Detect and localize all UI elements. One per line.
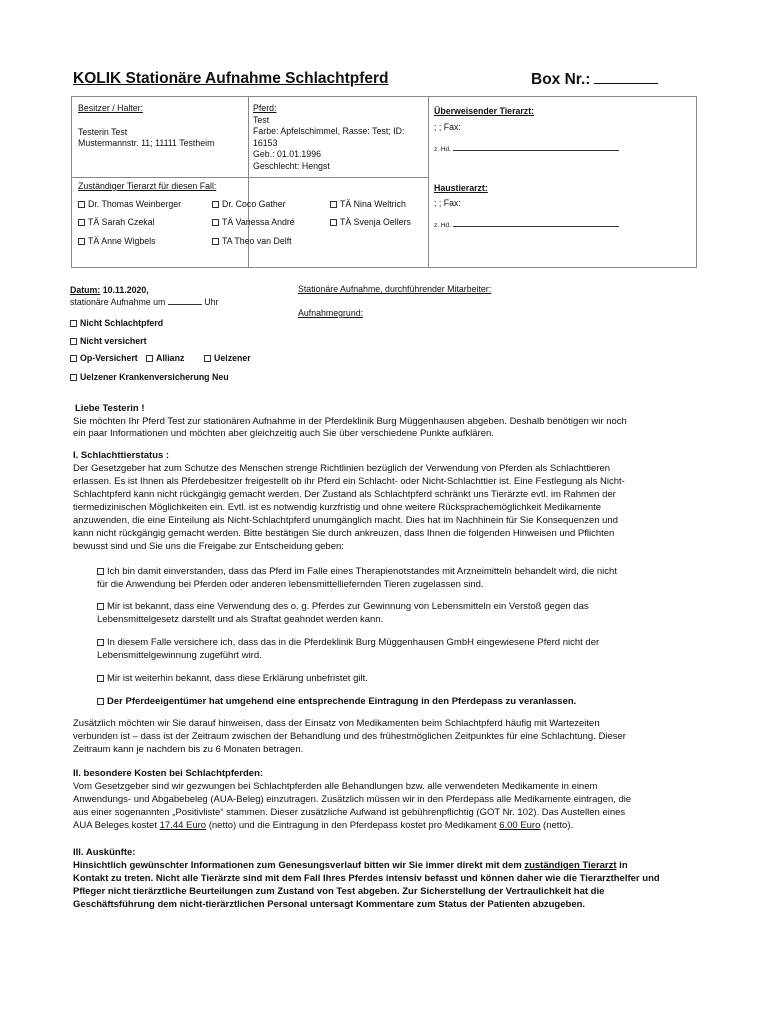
time-unit: Uhr — [204, 297, 219, 307]
waiting-line: Zusätzlich möchten wir Sie darauf hinweisen, dass der Einsatz von Medikamenten beim Schlachtpferd häufig mit Wartezeiten — [73, 718, 600, 729]
checkbox[interactable] — [330, 201, 337, 208]
section-1-line: Schlachtpferd kann nicht rückgängig gemacht werden. Der Zustand als Schlachtpferd schränkt uns Tierärzte evtl. im Rahmen der — [73, 489, 616, 500]
option-not-insured[interactable]: Nicht versichert — [70, 336, 147, 346]
waiting-line: verbunden ist – dass ist der Zeitraum zwischen der Behandlung und des frühestmöglichen Zeitpunktes für eine Schlachtung. Dieser — [73, 731, 626, 742]
checkbox[interactable] — [330, 219, 337, 226]
referring-vet-block — [434, 106, 619, 156]
option-uelzener-kv[interactable]: Uelzener Krankenversicherung Neu — [70, 372, 229, 382]
section-1-line: anzuwenden, die eine Einteilung als Nicht-Schlachtpferd unumgänglich macht. Dies hat im Nachhinein für Sie Konsequenzen und — [73, 515, 618, 526]
option-uelzener[interactable]: Uelzener — [204, 353, 251, 363]
section-1-line: kann nicht rückgängig gemacht werden. Bitte bestätigen Sie durch ankreuzen, dass Ihnen die folgenden Hinweisen und Pflichten — [73, 528, 615, 539]
responsible-vet-label-text: Zuständiger Tierarzt für diesen Fall: — [78, 181, 217, 191]
checkbox[interactable] — [97, 639, 104, 646]
checkbox[interactable] — [78, 238, 85, 245]
responsible-vet-link: zuständigen Tierarzt — [524, 860, 617, 871]
option-not-slaughter[interactable]: Nicht Schlachtpferd — [70, 318, 163, 328]
section-3-heading: III. Auskünfte: — [73, 847, 136, 858]
owner-label: Besitzer / Halter: — [78, 103, 144, 113]
vet-option[interactable]: TÄ Sarah Czekal — [78, 217, 155, 229]
checkbox[interactable] — [70, 338, 77, 345]
referring-vet-hd-field[interactable] — [453, 142, 619, 151]
section-3-line: Pfleger nicht tierärztliche Beurteilungen zum Zustand von Test abgeben. Zur Sicherstellung der Vertraulichkeit hat die — [73, 886, 605, 897]
section-2-line: AUA Beleges kostet 17.44 Euro (netto) und die Eintragung in den Pferdepass kostet pro Medikament 6.00 Euro (netto). — [73, 820, 574, 831]
owner-block — [78, 103, 214, 150]
horse-name: Test — [253, 114, 270, 125]
horse-label: Pferd: — [253, 103, 277, 113]
house-vet-label: Haustierarzt: — [434, 183, 488, 193]
section-1-heading: I. Schlachttierstatus : — [73, 450, 170, 461]
option-allianz[interactable]: Allianz — [146, 353, 184, 363]
vet-option[interactable]: TA Theo van Delft — [212, 236, 292, 248]
greeting: Liebe Testerin ! — [75, 403, 145, 414]
consent-item-2-cont: Lebensmittelgesetz darstellt und als Straftat geahndet werden kann. — [97, 614, 384, 625]
referring-vet-label: Überweisender Tierarzt: — [434, 106, 535, 116]
staff-label: Stationäre Aufnahme, durchführender Mitarbeiter: — [298, 284, 492, 294]
checkbox[interactable] — [70, 374, 77, 381]
owner-name: Testerin Test — [78, 126, 128, 137]
house-vet-hd: z. Hd. — [434, 222, 451, 229]
checkbox[interactable] — [212, 201, 219, 208]
section-1-line: bewusst sind und Sie uns die Freigabe zur Entscheidung geben: — [73, 541, 344, 552]
horse-sex: Geschlecht: Hengst — [253, 160, 330, 171]
box-number — [531, 70, 658, 89]
waiting-line: Zeitraum kann je nachdem bis zu 6 Monaten betragen. — [73, 744, 304, 755]
consent-item-3-cont: Lebensmittelgewinnung zugeführt wird. — [97, 650, 262, 661]
box-number-field[interactable] — [594, 70, 658, 84]
section-3-line: Geschäftsführung dem nicht-tierärztlichen Personal untersagt Kommentare zum Status der Patienten abzugeben. — [73, 899, 586, 910]
option-op-insured[interactable]: Op-Versichert — [70, 353, 138, 363]
info-table — [71, 96, 697, 268]
date-label: Datum: — [70, 285, 101, 295]
section-2-line: Anwendungs- und Abgabebeleg (AUA-Beleg) einzutragen. Zusätzlich müssen wir in den Pferdepass alle Medikamente eintragen, die — [73, 794, 632, 805]
box-label: Box Nr.: — [531, 71, 591, 88]
checkbox[interactable] — [97, 603, 104, 610]
house-vet-fax: ; ; Fax: — [434, 197, 461, 208]
house-vet-hd-field[interactable] — [453, 218, 619, 227]
time-label: stationäre Aufnahme um — [70, 297, 166, 307]
section-1-line: erlassen. Es ist Ihnen als Pferdebesitzer freigestellt ob ihr Pferd ein Schlacht- oder Nicht-Schlachttier ist. Eine Festlegung als Nicht- — [73, 476, 625, 487]
price-aua: 17.44 Euro — [159, 820, 207, 831]
consent-item-5[interactable]: Der Pferdeeigentümer hat umgehend eine entsprechende Eintragung in den Pferdepass zu veranlassen. — [97, 696, 576, 708]
vet-option[interactable]: TÄ Vanessa André — [212, 217, 295, 229]
vet-option[interactable]: Dr. Thomas Weinberger — [78, 199, 181, 211]
checkbox[interactable] — [70, 320, 77, 327]
horse-birth: Geb.: 01.01.1996 — [253, 149, 321, 159]
price-medication: 6.00 Euro — [499, 820, 541, 831]
time-field[interactable] — [168, 296, 202, 305]
date-value: 10.11.2020, — [102, 285, 149, 295]
consent-item-3[interactable]: In diesem Falle versichere ich, dass das in die Pferdeklinik Burg Müggenhausen GmbH eingewiesene Pferd nicht der — [97, 637, 700, 649]
section-1-line: Der Gesetzgeber hat zum Schutze des Menschen strenge Richtlinien bezüglich der Verwendung von Pferden als Schlachttieren — [73, 463, 611, 474]
checkbox[interactable] — [212, 219, 219, 226]
checkbox[interactable] — [70, 355, 77, 362]
page-title: KOLIK Stationäre Aufnahme Schlachtpferd — [73, 70, 389, 87]
section-1-line: tiermedizinischen Möglichkeiten ein. Evtl. ist es notwendig kurzfristig und ohne weitere Rücksprachemöglichkeit Medikamente — [73, 502, 602, 513]
house-vet-block — [434, 183, 619, 232]
consent-item-4[interactable]: Mir ist weiterhin bekannt, dass diese Erklärung unbefristet gilt. — [97, 673, 368, 685]
checkbox[interactable] — [212, 238, 219, 245]
checkbox[interactable] — [97, 675, 104, 682]
responsible-vet-label — [78, 181, 216, 193]
admission-date-block — [70, 284, 218, 308]
intro-line: Sie möchten Ihr Pferd Test zur stationären Aufnahme in der Pferdeklinik Burg Müggenhausen abgeben. Deshalb benötigen wir noch — [73, 416, 627, 427]
checkbox[interactable] — [146, 355, 153, 362]
checkbox[interactable] — [97, 568, 104, 575]
consent-item-2[interactable]: Mir ist bekannt, dass eine Verwendung des o. g. Pferdes zur Gewinnung von Lebensmitteln ein Verstoß gegen das — [97, 601, 700, 613]
horse-block — [253, 103, 404, 172]
reason-label: Aufnahmegrund: — [298, 308, 364, 318]
intro-line: ein paar Informationen und möchten aber gleichzeitig auch Sie über verschiedene Punkte aufklären. — [73, 428, 494, 439]
section-2-heading: II. besondere Kosten bei Schlachtpferden: — [73, 768, 264, 779]
horse-details: Farbe: Apfelschimmel, Rasse: Test; ID: — [253, 126, 405, 136]
checkbox[interactable] — [78, 219, 85, 226]
consent-item-1[interactable]: Ich bin damit einverstanden, dass das Pferd im Falle eines Therapienotstandes mit Arzneimitteln behandelt wird, die nicht — [97, 566, 700, 578]
consent-item-1-cont: für die Anwendung bei Pferden oder anderen lebensmittelliefernden Tieren zugelassen sind. — [97, 579, 484, 590]
section-3-line: Hinsichtlich gewünschter Informationen zum Genesungsverlauf bitten wir Sie immer direkt mit dem zuständigen Tierarzt in — [73, 860, 628, 871]
checkbox[interactable] — [78, 201, 85, 208]
checkbox[interactable] — [204, 355, 211, 362]
section-2-line: Vom Gesetzgeber sind wir gezwungen bei Schlachtpferden alle Behandlungen bzw. alle verwendeten Medikamente in einem — [73, 781, 598, 792]
section-3-line: Kontakt zu treten. Nicht alle Tierärzte sind mit dem Fall Ihres Pferdes intensiv befasst und können daher wie die Tierarzthelfer und — [73, 873, 660, 884]
vet-option[interactable]: TÄ Svenja Oellers — [330, 217, 411, 229]
horse-id: 16153 — [253, 137, 278, 148]
checkbox[interactable] — [97, 698, 104, 705]
vet-option[interactable]: TÄ Anne Wigbels — [78, 236, 155, 248]
referring-vet-hd: z. Hd. — [434, 146, 451, 153]
section-2-line: aus einer sogenannten „Positivliste“ stammen. Dieser zusätzliche Aufwand ist gebührenpflichtig (GOT Nr. 102). Das Austellen eines — [73, 807, 626, 818]
vet-option[interactable]: Dr. Coco Gather — [212, 199, 286, 211]
referring-vet-fax: ; ; Fax: — [434, 121, 461, 132]
vet-option[interactable]: TÄ Nina Weltrich — [330, 199, 406, 211]
owner-address: Mustermannstr. 11; 11111 Testheim — [78, 138, 215, 148]
